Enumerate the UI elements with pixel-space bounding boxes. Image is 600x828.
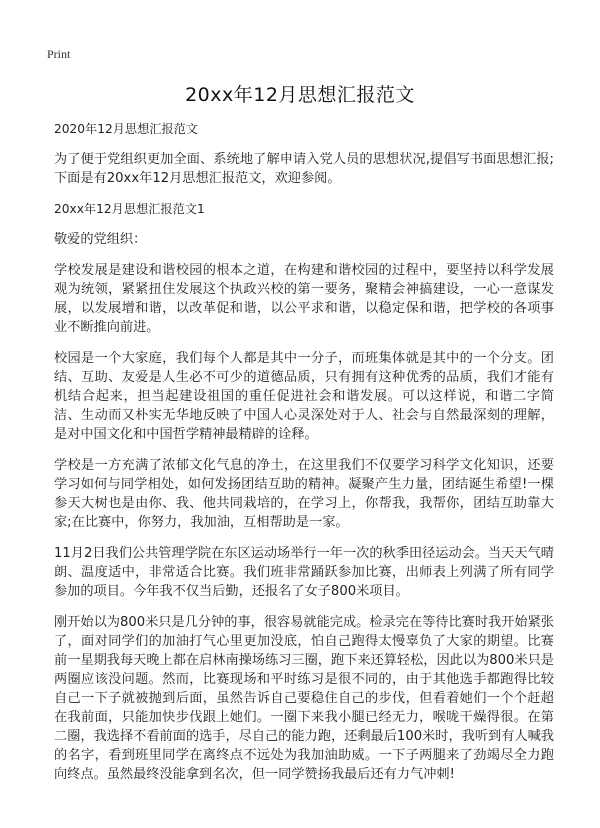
body-paragraph: 学校是一方充满了浓郁文化气息的净土，在这里我们不仅要学习科学文化知识，还要学习如何与同学相处，如何发扬团结互助的精神。凝聚产生力量，团结诞生希望!一棵参天大树也是由你、我、他共同栽培的，在学习上，你帮我，我帮你，团结互助靠大家;在比赛中，你努力，我加油，互相帮助是一家。 (54, 458, 554, 530)
document-title: 20xx年12月思想汇报范文 (185, 84, 415, 106)
salutation: 敬爱的党组织： (54, 232, 147, 247)
print-label[interactable]: Print (47, 47, 71, 61)
intro-paragraph: 为了便于党组织更加全面、系统地了解申请入党人员的思想状况,提倡写书面思想汇报;下面是有20xx年12月思想汇报范文，欢迎参阅。 (54, 152, 554, 186)
document-subtitle: 2020年12月思想汇报范文 (54, 122, 199, 136)
body-paragraph: 11月2日我们公共管理学院在东区运动场举行一年一次的秋季田径运动会。当天天气晴朗、温度适中，非常适合比赛。我们班非常踊跃参加比赛，出师表上列满了所有同学参加的项目。今年我不仅当后勤，还报名了女子800米项目。 (54, 546, 554, 599)
body-paragraph: 校园是一个大家庭，我们每个人都是其中一分子，而班集体就是其中的一个分支。团结、互助、友爱是人生必不可少的道德品质，只有拥有这种优秀的品质，我们才能有机结合起来，担当起建设祖国的重任促进社会和谐发展。可以这样说，和谐二字简洁、生动而又朴实无华地反映了中国人心灵深处对于人、社会与自然最深刻的理解，是对中国文化和中国哲学精神最精辟的诠释。 (54, 351, 554, 442)
body-paragraph: 学校发展是建设和谐校园的根本之道，在构建和谐校园的过程中，要坚持以科学发展观为统领，紧紧扭住发展这个执政兴校的第一要务，聚精会神搞建设，一心一意谋发展，以发展增和谐，以改革促和谐，以公平求和谐，以稳定保和谐，把学校的各项事业不断推向前进。 (54, 263, 554, 335)
document-body (54, 120, 554, 796)
section-heading: 20xx年12月思想汇报范文1 (54, 202, 205, 216)
body-paragraph: 刚开始以为800米只是几分钟的事，很容易就能完成。检录完在等待比赛时我开始紧张了，面对同学们的加油打气心里更加没底，怕自己跑得太慢辜负了大家的期望。比赛前一星期我每天晚上都在启林南操场练习三圈，跑下来还算轻松，因此以为800米只是两圈应该没问题。然而，比赛现场和平时练习是很不同的，由于其他选手都跑得比较自己一下子就被抛到后面，虽然告诉自己要稳住自己的步伐，但看着她们一个个赶超在我前面，只能加快步伐跟上她们。一圈下来我小腿已经无力，喉咙干燥得很。在第二圈，我选择不看前面的选手，尽自己的能力跑，还剩最后100米时，我听到有人喊我的名字，看到班里同学在离终点不远处为我加油助威。一下子两腿来了劲竭尽全力跑向终点。虽然最终没能拿到名次，但一同学赞扬我最后还有力气冲刺! (54, 615, 554, 782)
